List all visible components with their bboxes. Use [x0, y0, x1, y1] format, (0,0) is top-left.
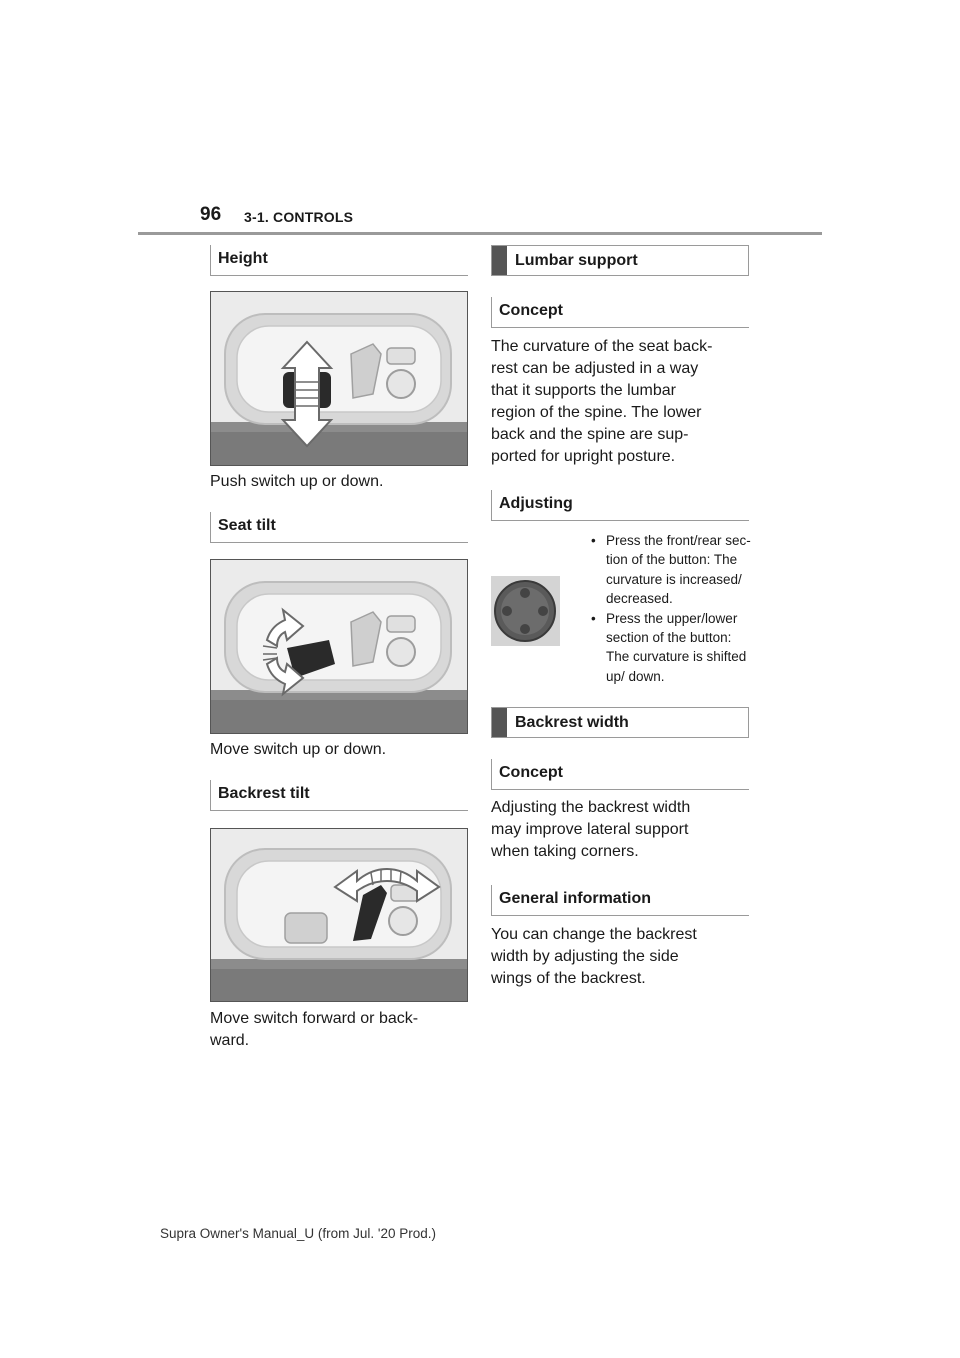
text-line: region of the spine. The lower [491, 404, 702, 421]
heading-marker-bar [492, 708, 507, 737]
backrest-concept-heading [491, 759, 749, 790]
text-line: rest can be adjusted in a way [491, 360, 699, 377]
lumbar-support-heading [491, 245, 749, 276]
text-line: The curvature of the seat back- [491, 338, 713, 355]
general-information-text [491, 924, 753, 990]
list-item [591, 609, 751, 687]
text-line: Adjusting the backrest width [491, 799, 691, 816]
text-line: • Press the upper/lower [606, 610, 738, 626]
text-line: tion of the button: The [606, 552, 738, 568]
lumbar-concept-heading-text: Concept [499, 302, 563, 319]
text-line: wings of the backrest. [491, 970, 646, 987]
text-line: when taking corners. [491, 843, 639, 860]
text-line: curvature is increased/ [606, 571, 742, 587]
backrest-tilt-heading [210, 780, 468, 811]
text-line: • Press the front/rear sec- [606, 533, 751, 548]
backrest-width-heading [491, 707, 749, 738]
list-item [591, 531, 751, 609]
backrest-concept-text [491, 797, 753, 863]
lumbar-concept-text [491, 336, 753, 468]
header-rule [138, 232, 822, 235]
seat-tilt-heading-text: Seat tilt [218, 517, 276, 534]
section-title: 3-1. CONTROLS [244, 209, 354, 225]
text-line: may improve lateral support [491, 821, 689, 838]
seat-tilt-heading [210, 512, 468, 543]
backrest-concept-heading-text: Concept [499, 764, 563, 781]
page-number: 96 [200, 204, 222, 225]
text-line: You can change the backrest [491, 926, 697, 943]
lumbar-adjusting-heading [491, 490, 749, 521]
text-line: up/ down. [606, 668, 665, 684]
text-line: The curvature is shifted [606, 649, 747, 665]
height-heading [210, 245, 468, 276]
seat-tilt-caption: Move switch up or down. [210, 741, 387, 758]
height-switch-figure [210, 291, 468, 466]
general-information-heading-text: General information [499, 890, 652, 907]
text-line: width by adjusting the side [491, 948, 679, 965]
text-line: ported for upright posture. [491, 448, 676, 465]
lumbar-support-heading-text: Lumbar support [515, 251, 638, 269]
text-line: section of the button: [606, 630, 732, 646]
text-line: decreased. [606, 591, 673, 607]
backrest-tilt-heading-text: Backrest tilt [218, 785, 310, 802]
page-footer: Supra Owner's Manual_U (from Jul. '20 Prod.) [160, 1226, 437, 1241]
lumbar-concept-heading [491, 297, 749, 328]
backrest-tilt-caption [210, 1008, 418, 1052]
backrest-width-heading-text: Backrest width [515, 713, 629, 731]
backrest-tilt-caption-line: ward. [210, 1032, 250, 1049]
lumbar-button-icon [491, 576, 560, 646]
lumbar-adjusting-list [591, 531, 751, 686]
backrest-tilt-switch-figure [210, 828, 468, 1002]
backrest-tilt-caption-line: Move switch forward or back- [210, 1010, 419, 1027]
text-line: that it supports the lumbar [491, 382, 676, 399]
height-caption: Push switch up or down. [210, 473, 384, 490]
height-heading-text: Height [218, 250, 268, 267]
heading-marker-bar [492, 246, 507, 275]
seat-tilt-switch-figure [210, 559, 468, 734]
text-line: back and the spine are sup- [491, 426, 689, 443]
lumbar-adjusting-heading-text: Adjusting [499, 495, 573, 512]
general-information-heading [491, 885, 749, 916]
